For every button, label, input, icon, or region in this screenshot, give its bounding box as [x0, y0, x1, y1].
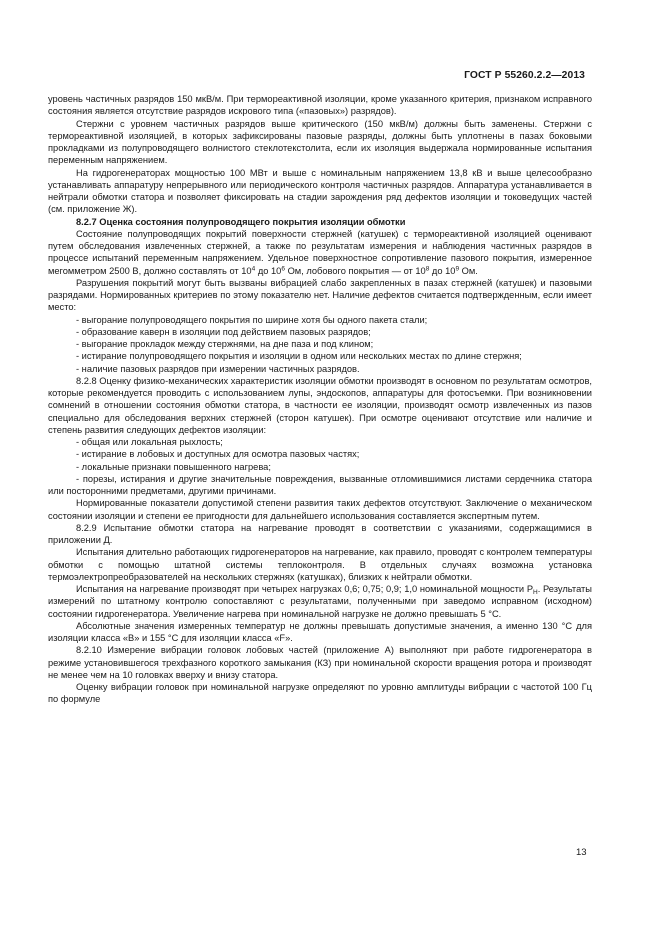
page-number: 13: [576, 847, 587, 858]
document-body: [48, 93, 592, 706]
list-item: - выгорание полупроводящего покрытия по ширине хотя бы одного пакета стали;: [76, 314, 428, 325]
list-item: - общая или локальная рыхлость;: [76, 437, 223, 447]
list-item: - истирание полупроводящего покрытия и изоляции в одном или нескольких местах по длине стержня;: [76, 351, 522, 362]
paragraph: 8.2.8 Оценку физико-механических характеристик изоляции обмотки производят в основном по результатам осмотров, которые рекомендуется проводить с использованием лупы, эндоскопов, аппаратуры для фотосъемки. При возникновении сомнений в отношении состояния обмотки статора, в частности ее изоляции, производят осмотр извлеченных из пазов специально для обследования верхних стержней (сторон катушек). При осмотре оценивают отсутствие или наличие и степень развития следующих дефектов изоляции:: [48, 375, 592, 435]
section-heading: 8.2.7 Оценка состояния полупроводящего покрытия изоляции обмотки: [76, 216, 406, 227]
list-item: - локальные признаки повышенного нагрева;: [76, 461, 271, 472]
paragraph: На гидрогенераторах мощностью 100 МВт и выше с номинальным напряжением 13,8 кВ и выше целесообразно устанавливать аппаратуру непрерывного или периодического контроля частичных разрядов. Аппаратура устанавливается в нейтрали обмотки статора и позволяет фиксировать на стадии зарождения ряд дефектов изоляции и токоведущих частей (см. приложение Ж).: [48, 167, 592, 215]
paragraph: Испытания на нагревание производят при четырех нагрузках 0,6; 0,75; 0,9; 1,0 номинальной мощности $P_Н$. Результаты измерений по штатному контролю сопоставляют с результатами, полученными при заведомо исправном (исходном) состоянии гидрогенератора. Увеличение нагрева при номинальной нагрузке не должно превышать 5 °С.: [48, 584, 592, 619]
list-item: - выгорание прокладок между стержнями, на дне паза и под клином;: [76, 339, 374, 349]
list-item: - образование каверн в изоляции под действием пазовых разрядов;: [76, 326, 371, 337]
paragraph: 8.2.10 Измерение вибрации головок лобовых частей (приложение А) выполняют при работе гидрогенератора в режиме установившегося трехфазного короткого замыкания (КЗ) при номинальной скорости вращения ротора и производят не менее чем на 10 головках вверху и внизу статора.: [48, 645, 592, 680]
paragraph: 8.2.9 Испытание обмотки статора на нагревание проводят в соответствии с указаниями, содержащимися в приложении Д.: [48, 522, 592, 545]
list-item: - истирание в лобовых и доступных для осмотра пазовых частях;: [76, 449, 360, 460]
list-item: - наличие пазовых разрядов при измерении частичных разрядов.: [76, 363, 360, 374]
paragraph: Разрушения покрытий могут быть вызваны вибрацией слабо закрепленных в пазах стержней (катушек) и пазовыми разрядами. Нормированных критериев по этому показателю нет. Наличие дефектов считается подтвержденным, если имеет место:: [48, 277, 592, 313]
paragraph: Состояние полупроводящих покрытий поверхности стержней (катушек) с термореактивной изоляцией оценивают путем обследования извлеченных стержней, а также по результатам измерения и наблюдения частичных разрядов в процессе испытаний переменным напряжением. Удельное поверхностное сопротивление пазового покрытия, измеренное мегомметром 2500 В, должно составлять от $10^4$ до $10^6$ Ом, лобового покрытия — от $10^8$ до $10^9$ Ом.: [48, 228, 592, 276]
paragraph: Абсолютные значения измеренных температур не должны превышать допустимые значения, а именно 130 °С для изоляции класса «В» и 155 °С для изоляции класса «F».: [48, 620, 592, 643]
paragraph: Нормированные показатели допустимой степени развития таких дефектов отсутствуют. Заключение о механическом состоянии изоляции и степени ее пригодности для дальнейшего использования составляется экспертным путем.: [48, 498, 592, 521]
paragraph: Оценку вибрации головок при номинальной нагрузке определяют по уровню амплитуды вибрации с частотой 100 Гц по формуле: [48, 682, 592, 705]
paragraph: уровень частичных разрядов 150 мкВ/м. При термореактивной изоляции, кроме указанного критерия, признаком исправного состояния является отсутствие разрядов искрового типа («пазовых») разрядов).: [48, 94, 592, 117]
list-item: - порезы, истирания и другие значительные повреждения, вызванные отломившимися листами сердечника статора или посторонними предметами, другими причинами.: [48, 473, 592, 496]
paragraph: Стержни с уровнем частичных разрядов выше критического (150 мкВ/м) должны быть заменены. Стержни с термореактивной изоляцией, в которых зафиксированы пазовые разряды, должны быть уплотнены в пазах боковыми прокладками из полупроводящего волнистого стеклотекстолита, если их изоляция выдержала нормированные испытания переменным напряжением.: [48, 118, 592, 166]
document-header: ГОСТ Р 55260.2.2—2013: [464, 70, 585, 81]
paragraph: Испытания длительно работающих гидрогенераторов на нагревание, как правило, проводят с контролем температуры обмотки с помощью штатной системы теплоконтроля. В отдельных случаях возможна установка термоэлектропреобразователей на нескольких стержнях (катушках), близких к нейтрали обмотки.: [48, 547, 592, 582]
